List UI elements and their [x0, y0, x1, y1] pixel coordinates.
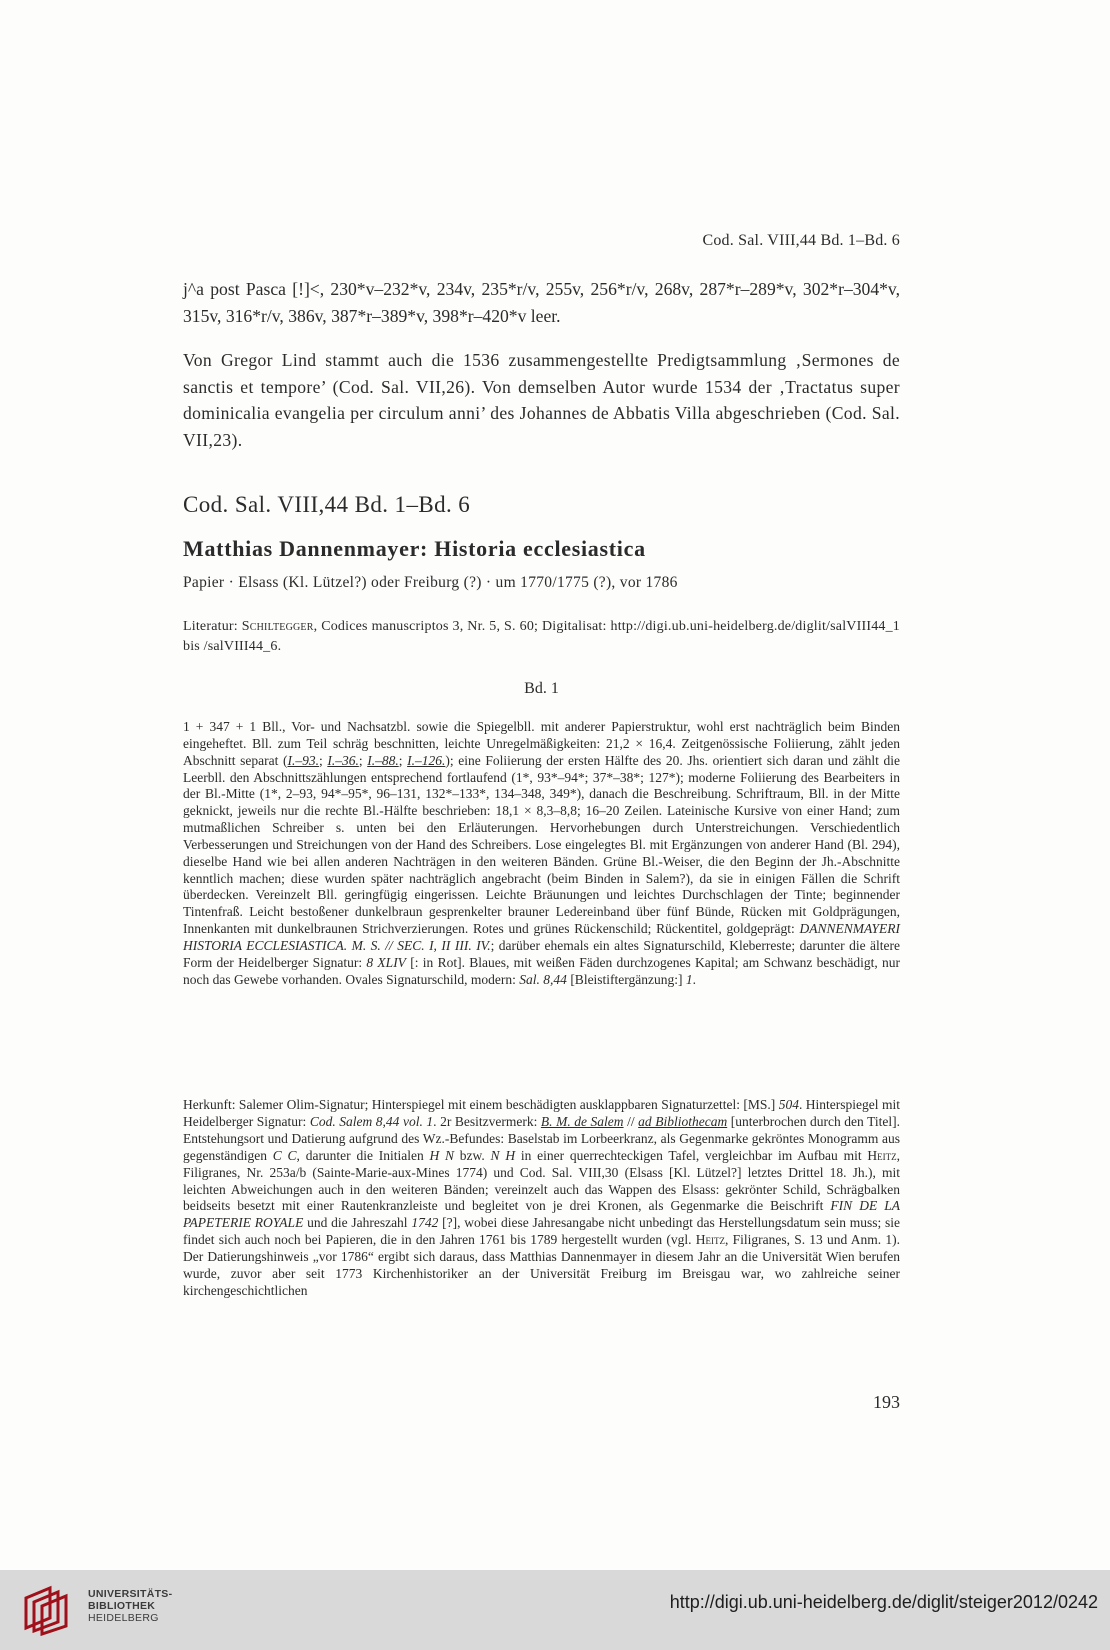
literature-author: Schiltegger [241, 619, 314, 634]
library-name-line-2: BIBLIOTHEK [88, 1600, 156, 1612]
foliation-ref-4: I.–126. [407, 752, 446, 768]
ownership-note-1: B. M. de Salem [540, 1113, 624, 1129]
ownership-separator: // [623, 1113, 639, 1129]
viewer-footer [0, 1570, 1110, 1650]
prov-text-6: bzw. [454, 1147, 491, 1163]
ownership-note-2: ad Bibliothecam [638, 1113, 728, 1129]
desc-text-4: [: in Rot]. Blaues, mit weißen Fäden durchzogenes Kapital; am Schwanz beschädigt, nur noch das Gewebe vorhanden. Ovales Signaturschild, modern: [183, 954, 901, 987]
lind-paragraph: Von Gregor Lind stammt auch die 1536 zusammengestellte Predigtsammlung ‚Sermones de sanctis et tempore’ (Cod. Sal. VII,26). Von demselben Autor wurde 1534 der ‚Tractatus super dominicalia evangelia per circulum anni’ des Johannes de Abbatis Villa abgeschrieben (Cod. Sal. VII,23). [183, 350, 900, 450]
initials-nh: N H [490, 1147, 516, 1163]
prov-text-3: . 2r Besitzvermerk: [433, 1113, 541, 1129]
library-name [88, 1588, 172, 1624]
entry-meta-line: Papier · Elsass (Kl. Lützel?) oder Freiburg (?) · um 1770/1775 (?), vor 1786 [183, 574, 678, 591]
desc-text-6: . [692, 971, 697, 987]
volume-heading: Bd. 1 [524, 680, 559, 697]
library-name-line-1: UNIVERSITÄTS- [88, 1588, 173, 1600]
prov-text-5: , darunter die Initialen [296, 1147, 430, 1163]
desc-text-2: ); eine Foliierung der ersten Hälfte des 20. Jhs. orientiert sich daran und zählt die Leerbll. den Abschnittszählungen entsprechend fortlaufend (1*, 93*–94*; 37*–38*; 127*); moderne Foliierung des Bearbeiters in der Bl.-Mitte (1*, 2–93, 94*–95*, 96–131, 132*–133*, 134–348, 349*), danach die Beschreibung. Schriftraum, Bll. in der Mitte geknickt, jeweils nur die rechte Bl.-Hälfte beschrieben: 18,1 × 8,3–8,8; 16–20 Zeilen. Lateinische Kursive von einer Hand; zum mutmaßlichen Schreiber s. unten bei den Erläuterungen. Hervorhebungen durch Unterstreichungen. Verschiedentlich Verbesserungen und Streichungen von der Hand des Schreibers. Lose eingelegtes Bl. mit Ergänzungen von anderer Hand (Bl. 294), dieselbe Hand wie bei allen anderen Nachträgen in den weiteren Bänden. Grüne Bl.-Weiser, die den Beginn der Jh.-Abschnitte kenntlich machen; diese wurden später nachträglich angebracht (beim Binden in Salem?), da sie in einigen Fällen die Schrift überdecken. Vereinzelt Bll. geringfügig eingerissen. Leichte Bräunungen und leichtes Durchschlagen der Tinte; beginnender Tintenfraß. Leicht bestoßener dunkelbraun gesprenkelter brauner Ledereinband über fünf Bünde, Rücken mit Goldprägungen, Innenkanten mit dunkelbraunen Strichverzierungen. Rotes und grünes Rückenschild; Rückentitel, goldgeprägt: [183, 752, 900, 937]
desc-text-3: ; darüber ehemals ein altes Signaturschild, Kleberreste; darunter die ältere Form der Heidelberger Signatur: [183, 937, 901, 970]
heitz-ref-1: Heitz [867, 1147, 897, 1163]
prov-text-7: in einer querrechteckigen Tafel, vergleichbar im Aufbau mit [515, 1147, 868, 1163]
foliation-ref-2: I.–36. [327, 752, 359, 768]
prov-text-1: Herkunft: Salemer Olim-Signatur; Hinterspiegel mit einem beschädigten ausklappbaren Signaturzettel: [MS.] [183, 1097, 779, 1112]
prov-text-8: , Filigranes, Nr. 253a/b (Sainte-Marie-aux-Mines 1774) und Cod. Sal. VIII,30 (Elsass [Kl. Lützel?] letztes Drittel 18. Jh.), mit leichten Abweichungen auch in den weiteren Bänden; vereinzelt auch das Wappen des Elsass: gekrönter Schild, Schrägbalken beidseits besetzt mit einer Rautenkranzleiste und begleitet von je drei Kronen, als Gegenmarke die Beischrift [183, 1147, 900, 1214]
prov-text-2: . Hinterspiegel mit Heidelberger Signatur: [183, 1097, 900, 1129]
library-name-line-3: HEIDELBERG [88, 1612, 159, 1624]
modern-signature-volume: 1 [685, 971, 693, 987]
modern-signature: Sal. 8,44 [519, 971, 567, 987]
page-number: 193 [873, 1392, 900, 1412]
initials-hn: H N [429, 1147, 454, 1163]
prov-text-11: , Filigranes, S. 13 und Anm. 1). Der Datierungshinweis „vor 1786“ ergibt sich daraus, dass Matthias Dannenmayer in diesem Jahr an die Universität Wien berufen wurde, zuvor aber seit 1773 Kirchenhistoriker an der Universität Freiburg im Breisgau war, wo zahlreiche seiner kirchengeschichtlichen [183, 1232, 900, 1298]
desc-text-5: [Bleistiftergänzung:] [566, 971, 686, 987]
old-signature: 8 XLIV [366, 954, 406, 970]
physical-description: 1 + 347 + 1 Bll., Vor- und Nachsatzbl. sowie die Spiegelbll. mit anderer Papierstruktur, wohl erst nachträglich beim Binden eingeheftet. Bll. zum Teil schräg beschnitten, leichte Unregelmäßigkeiten: 21,2 × 16,4. Zeitgenössische Foliierung, zählt jeden Abschnitt separat (I.–93.; I.–36.; I.–88.; I.–126.); eine Foliierung der ersten Hälfte des 20. Jhs. orientiert sich daran und zählt die Leerbll. den Abschnittszählungen entsprechend fortlaufend (1*, 93*–94*; 37*–38*; 127*); moderne Foliierung des Bearbeiters in der Bl.-Mitte (1*, 2–93, 94*–95*, 96–131, 132*–133*, 134–348, 349*), danach die Beschreibung. Schriftraum, Bll. in der Mitte geknickt, jeweils nur die rechte Bl.-Hälfte beschrieben: 18,1 × 8,3–8,8; 16–20 Zeilen. Lateinische Kursive von einer Hand; zum mutmaßlichen Schreiber s. unten bei den Erläuterungen. Hervorhebungen durch Unterstreichungen. Verschiedentlich Verbesserungen und Streichungen von der Hand des Schreibers. Lose eingelegtes Bl. mit Ergänzungen von anderer Hand (Bl. 294), dieselbe Hand wie bei allen anderen Nachträgen in den weiteren Bänden. Grüne Bl.-Weiser, die den Beginn der Jh.-Abschnitte kenntlich machen; diese wurden später nachträglich angebracht (beim Binden in Salem?), da sie in einigen Fällen die Schrift überdecken. Vereinzelt Bll. geringfügig eingerissen. Leichte Bräunungen und leichtes Durchschlagen der Tinte; beginnender Tintenfraß. Leicht bestoßener dunkelbraun gesprenkelter brauner Ledereinband über fünf Bünde, Rücken mit Goldprägungen, Innenkanten mit dunkelbraunen Strichverzierungen. Rotes und grünes Rückenschild; Rückentitel, goldgeprägt: DANNENMAYERI HISTORIA ECCLESIASTICA. M. S. // SEC. I, II III. IV.; darüber ehemals ein altes Signaturschild, Kleberreste; darunter die ältere Form der Heidelberger Signatur: 8 XLIV [: in Rot]. Blaues, mit weißen Fäden durchzogenes Kapital; am Schwanz beschädigt, nur noch das Gewebe vorhanden. Ovales Signaturschild, modern: Sal. 8,44 [Bleistiftergänzung:] 1. [183, 719, 901, 987]
foliation-ref-1: I.–93. [287, 752, 319, 768]
library-logo-icon [20, 1584, 78, 1636]
watermark-year: 1742 [411, 1215, 439, 1231]
desc-text-1: 1 + 347 + 1 Bll., Vor- und Nachsatzbl. sowie die Spiegelbll. mit anderer Papierstruktur, wohl erst nachträglich beim Binden eingeheftet. Bll. zum Teil schräg beschnitten, leichte Unregelmäßigkeiten: 21,2 × 16,4. Zeitgenössische Foliierung, zählt jeden Abschnitt separat ( [183, 719, 900, 768]
monogram: C C [272, 1147, 297, 1163]
entry-signature-heading: Cod. Sal. VIII,44 Bd. 1–Bd. 6 [183, 492, 471, 517]
literature-label: Literatur: [183, 619, 238, 634]
previous-entry-line-1: j^a post Pasca [!]<, 230*v–232*v, 234v, 235*r/v, 255v, 256*r/v, 268v, 287*r–289*v, 302*r–304*v, [183, 279, 900, 299]
running-head: Cod. Sal. VIII,44 Bd. 1–Bd. 6 [702, 232, 900, 249]
prov-text-4: [unterbrochen durch den Titel]. Entstehungsort und Datierung aufgrund des Wz.-Befundes: Baselstab im Lorbeerkranz, als Gegenmarke gekröntes Monogramm aus gegenständigen [183, 1113, 900, 1163]
prov-text-10: [?], wobei diese Jahresangabe nicht unbedingt das Herstellungsdatum sein muss; sie findet sich auch noch bei Papieren, die in den Jahren 1761 bis 1789 hergestellt wurden (vgl. [183, 1215, 900, 1248]
entry-title: Matthias Dannenmayer: Historia ecclesiastica [183, 536, 646, 561]
watermark-inscription: FIN DE LA PAPETERIE ROYALE [183, 1198, 900, 1231]
heidelberg-signature: Cod. Salem 8,44 vol. 1 [309, 1113, 434, 1129]
prov-text-9: und die Jahreszahl [303, 1215, 412, 1231]
literature-note [183, 617, 900, 657]
previous-entry-line-2: 315v, 316*r/v, 386v, 387*r–389*v, 398*r–420*v leer. [183, 306, 561, 326]
heitz-ref-2: Heitz [695, 1232, 725, 1248]
spine-title: DANNENMAYERI HISTORIA ECCLESIASTICA. M. S. // SEC. I, II III. IV. [183, 921, 900, 953]
permalink-url[interactable]: http://digi.ub.uni-heidelberg.de/diglit/steiger2012/0242 [669, 1592, 1098, 1612]
foliation-ref-3: I.–88. [367, 752, 399, 768]
provenance-paragraph [183, 1097, 900, 1300]
previous-entry-continuation [183, 276, 900, 330]
olim-signature: 504 [778, 1097, 799, 1112]
literature-text: , Codices manuscriptos 3, Nr. 5, S. 60; Digitalisat: http://digi.ub.uni-heidelberg.de/diglit/salVIII44_1 bis /salVIII44_6. [183, 619, 900, 654]
